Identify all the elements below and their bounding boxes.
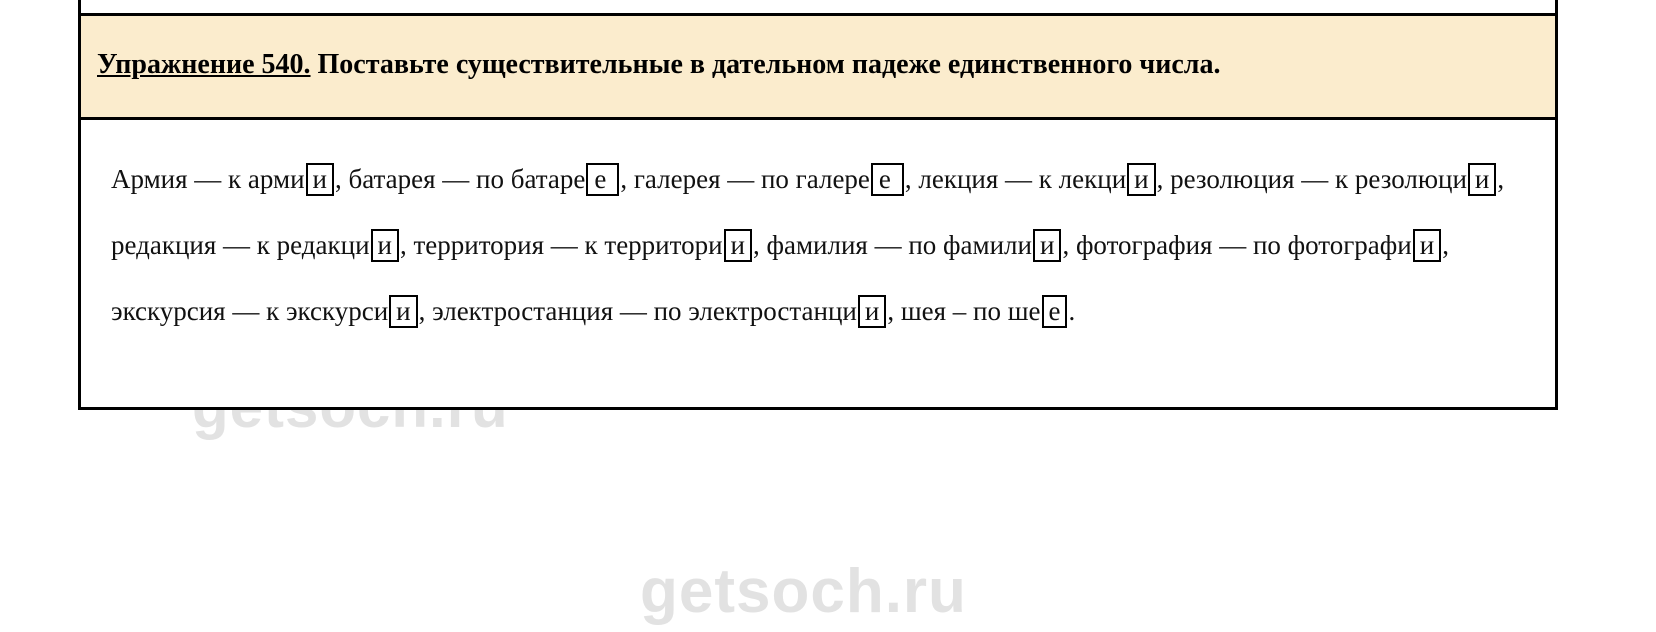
boxed-letter: е [586,163,619,196]
previous-section-divider [78,0,1558,16]
answer-fragment: . [1068,295,1076,326]
answer-fragment: , батарея — по батаре [334,163,586,194]
answer-fragment: , экскурсия — к экскурси [111,229,1449,326]
boxed-letter: и [1413,229,1441,262]
answer-fragment: , фотография — по фотографи [1062,229,1412,260]
boxed-letter: е [871,163,904,196]
answer-fragment: , фамилия — по фамили [752,229,1032,260]
boxed-letter: и [371,229,399,262]
answer-fragment: , территория — к территори [399,229,723,260]
watermark-bottom: getsoch.ru [640,557,967,626]
exercise-number: Упражнение 540. [97,49,311,80]
boxed-letter: и [1468,163,1496,196]
exercise-document [78,0,1558,410]
boxed-letter: и [306,163,334,196]
boxed-letter: е [1042,295,1068,328]
answer-fragment: , галерея — по галере [620,163,870,194]
task-panel [78,16,1558,120]
answer-fragment: , электростанция — по электростанци [418,295,857,326]
task-statement [97,38,1529,93]
answer-fragment: , резолюция — к резолюци [1156,163,1467,194]
boxed-letter: и [389,295,417,328]
answer-text [111,146,1527,344]
task-instruction: Поставьте существительные в дательном падеже единственного числа. [317,49,1221,80]
boxed-letter: и [724,229,752,262]
answer-fragment: , лекция — к лекци [904,163,1127,194]
boxed-letter: и [1127,163,1155,196]
answer-fragment: , редакция — к редакци [111,163,1505,260]
boxed-letter: и [858,295,886,328]
answer-fragment: Армия — к арми [111,163,305,194]
boxed-letter: и [1033,229,1061,262]
answer-fragment: , шея – по ше [887,295,1041,326]
answer-panel [78,120,1558,410]
